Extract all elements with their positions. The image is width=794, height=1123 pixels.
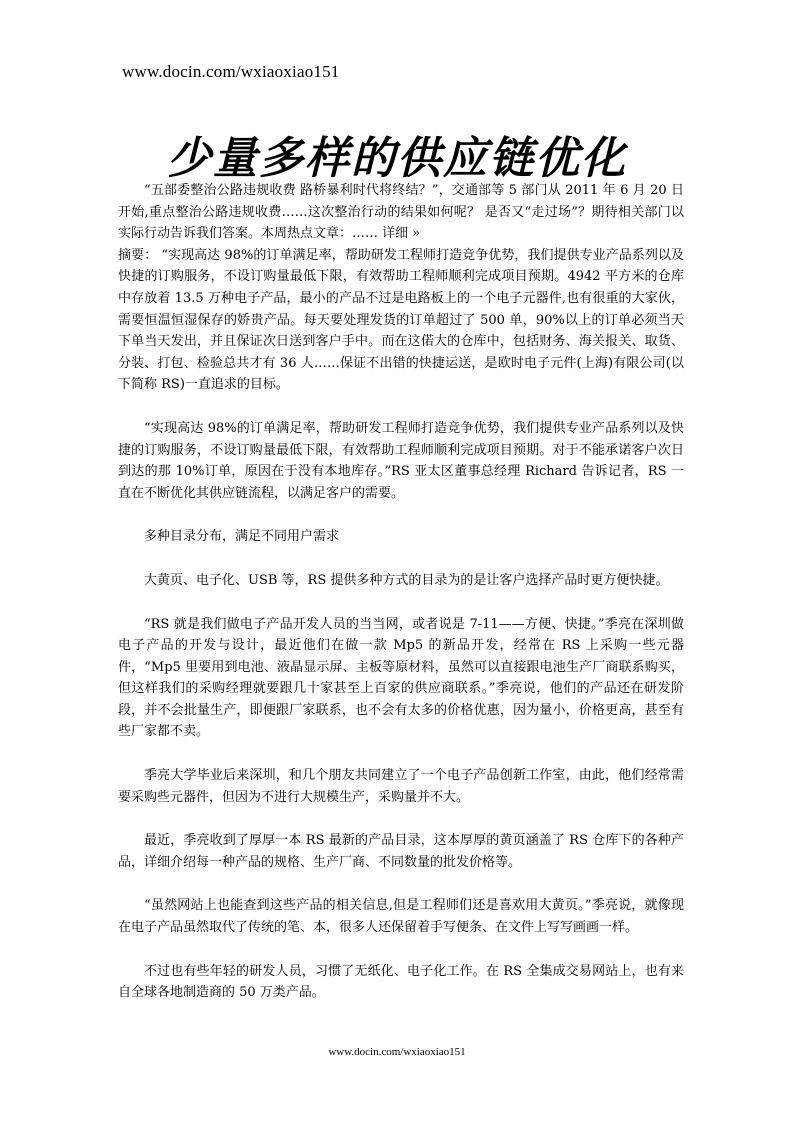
body-paragraph: 最近，季亮收到了厚厚一本 RS 最新的产品目录，这本厚厚的黄页涵盖了 RS 仓库下的各种产品，详细介绍每一种产品的规格、生产厂商、不同数量的批发价格等。 [118,833,684,870]
page-title: 少量多样的供应链优化 [167,133,627,184]
body-paragraph: 大黄页、电子化、USB 等，RS 提供多种方式的目录为的是让客户选择产品时更方便快捷。 [144,572,669,588]
body-paragraph: 不过也有些年轻的研发人员，习惯了无纸化、电子化工作。在 RS 全集成交易网站上，也有来自全球各地制造商的 50 万类产品。 [118,963,684,1001]
lead-paragraph [118,180,684,245]
body-paragraph: “实现高达 98%的订单满足率，帮助研发工程师打造竞争优势，我们提供专业产品系列以及快捷的订购服务，不设订购量最低下限，有效帮助工程师顺利完成项目预期。对于不能承诺客户次日到达的那 10%订单，原因在于没有本地库存。”RS 亚太区董事总经理 Richard 告诉记者，RS 一直在不断优化其供应链流程，以满足客户的需要。 [118,420,684,501]
article-body [118,180,684,1026]
body-paragraph: “RS 就是我们做电子产品开发人员的当当网，或者说是 7-11——方便、快捷。”季亮在深圳做电子产品的开发与设计，最近他们在做一款 Mp5 的新品开发，经常在 RS 上采购一些元器件，“Mp5 里要用到电池、液晶显示屏、主板等原材料，虽然可以直接跟电池生产厂商联系购买，但这样我们的采购经理就要跟几十家甚至上百家的供应商联系。”季亮说，他们的产品还在研发阶段，并不会批量生产，即便跟厂家联系，也不会有太多的价格优惠，因为量小，价格更高，甚至有些厂家都不卖。 [118,616,684,740]
abstract-paragraph: 摘要： “实现高达 98%的订单满足率，帮助研发工程师打造竞争优势，我们提供专业产品系列以及快捷的订购服务，不设订购量最低下限，有效帮助工程师顺利完成项目预期。4942 平方米的仓库中存放着 13.5 万种电子产品，最小的产品不过是电路板上的一个电子元器件,也有很重的大家伙，需要恒温恒湿保存的娇贵产品。每天要处理发货的订单超过了 500 单，90%以上的订单必须当天下单当天发出，并且保证次日送到客户手中。而在这偌大的仓库中，包括财务、海关报关、取货、分装、打包、检验总共才有 36 人……保证不出错的快捷运送，是欧时电子元件(上海)有限公司(以下简称 RS)一直追求的目标。 [118,247,684,393]
details-link[interactable]: 详细 » [382,226,421,242]
footer-url[interactable]: www.docin.com/wxiaoxiao151 [328,1046,466,1058]
section-heading: 多种目录分布，满足不同用户需求 [144,529,340,545]
body-paragraph: 季亮大学毕业后来深圳，和几个朋友共同建立了一个电子产品创新工作室，由此，他们经常需要采购些元器件，但因为不进行大规模生产，采购量并不大。 [118,768,684,805]
lead-text: “五部委整治公路违规收费 路桥暴利时代将终结？”，交通部等 5 部门从 2011 年 6 月 20 日开始,重点整治公路违规收费……这次整治行动的结果如何呢？ 是否又“走过场”？期待相关部门以实际行动告诉我们答案。本周热点文章：…… [118,183,684,242]
body-paragraph: “虽然网站上也能查到这些产品的相关信息,但是工程师们还是喜欢用大黄页。”季亮说，就像现在电子产品虽然取代了传统的笔、本，很多人还保留着手写便条、在文件上写写画画一样。 [118,898,684,936]
header-url[interactable]: www.docin.com/wxiaoxiao151 [122,62,340,81]
